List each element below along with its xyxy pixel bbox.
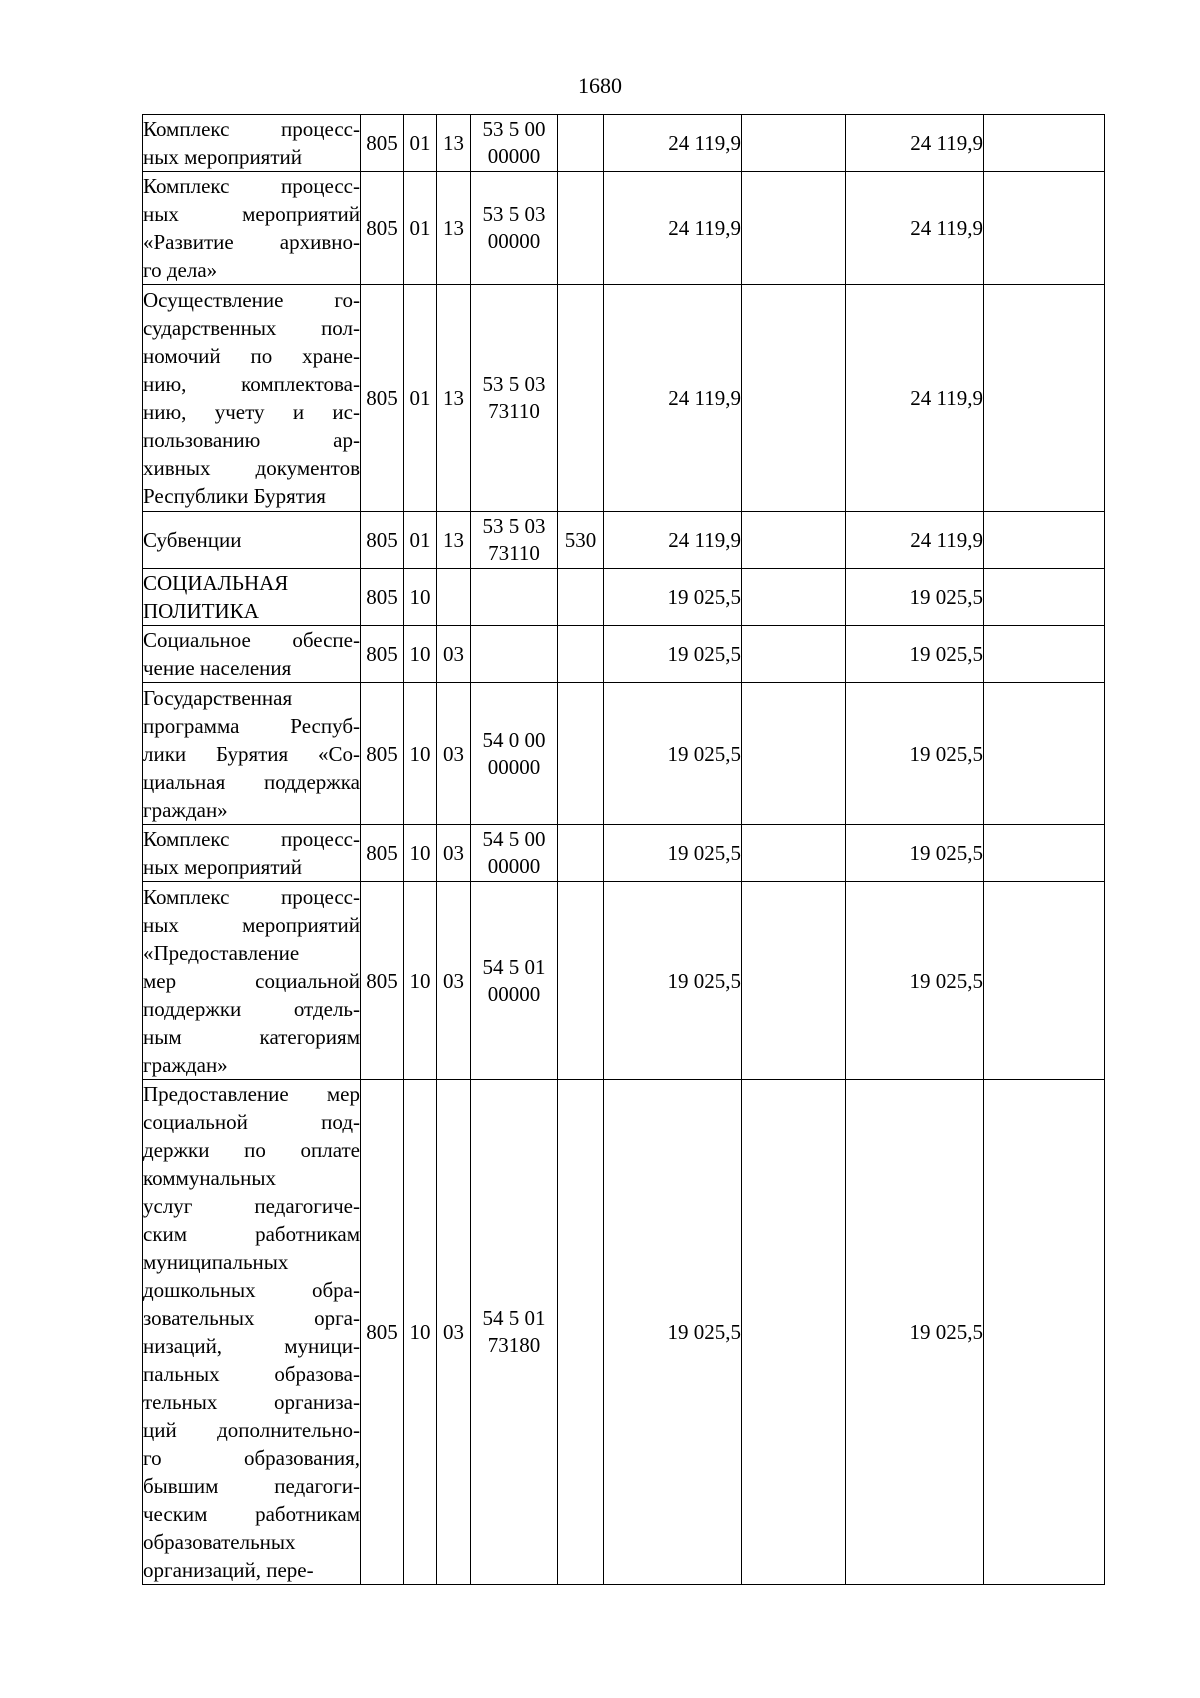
- target-article-code-part: 54 0 00: [482, 727, 546, 752]
- target-article-code-part: 00000: [487, 144, 541, 168]
- row-name-line: низаций, муници-: [143, 1334, 360, 1358]
- amount-2-extra: [984, 569, 1105, 626]
- row-name-line: го дела»: [143, 258, 218, 282]
- row-name-line: пальных образова-: [143, 1362, 360, 1386]
- section-code: 10: [404, 683, 437, 825]
- section-code: 01: [404, 172, 437, 285]
- target-article-code-part: 53 5 03: [482, 372, 546, 396]
- amount-2: 19 025,5: [846, 626, 984, 683]
- expense-type-code: 530: [558, 512, 604, 569]
- expense-type-code: [558, 172, 604, 285]
- section-code: 10: [404, 626, 437, 683]
- row-name: [143, 285, 361, 512]
- amount-1-extra: [742, 285, 846, 512]
- amount-2-extra: [984, 115, 1105, 172]
- section-code: 10: [404, 882, 437, 1080]
- amount-1-extra: [742, 172, 846, 285]
- amount-1: 19 025,5: [604, 882, 742, 1080]
- target-article-code-part: 53 5 03: [482, 514, 546, 538]
- row-name-line: ных мероприятий: [143, 855, 302, 879]
- subsection-code: 03: [437, 683, 471, 825]
- section-code: 01: [404, 115, 437, 172]
- table-row: [143, 285, 1105, 512]
- amount-1: 19 025,5: [604, 569, 742, 626]
- subsection-code: 03: [437, 825, 471, 882]
- subsection-code: 03: [437, 626, 471, 683]
- row-name-line: ским работникам: [143, 1222, 360, 1246]
- row-name-line: организаций, пере-: [143, 1558, 314, 1582]
- row-name-line: Комплекс процесс-: [143, 827, 360, 851]
- row-name-line: нию, комплектова-: [143, 372, 360, 396]
- row-name-line: Государственная: [143, 685, 293, 710]
- row-name-line: хивных документов: [143, 456, 360, 480]
- subsection-code: [437, 569, 471, 626]
- table-body: [143, 115, 1105, 1585]
- grbs-code: 805: [361, 569, 404, 626]
- table-row: [143, 1080, 1105, 1585]
- expense-type-code: [558, 1080, 604, 1585]
- row-name-line: Осуществление го-: [143, 288, 360, 312]
- target-article-code-part: 53 5 03: [482, 202, 546, 226]
- section-code: 10: [404, 569, 437, 626]
- target-article-code: [471, 285, 558, 512]
- amount-1-extra: [742, 1080, 846, 1585]
- amount-2: 24 119,9: [846, 172, 984, 285]
- target-article-code: [471, 115, 558, 172]
- row-name-line: пользованию ар-: [143, 428, 360, 452]
- amount-2: 19 025,5: [846, 1080, 984, 1585]
- row-name-line: чение населения: [143, 656, 292, 680]
- target-article-code: [471, 825, 558, 882]
- table-row: [143, 172, 1105, 285]
- amount-2: 24 119,9: [846, 512, 984, 569]
- table-row: [143, 626, 1105, 683]
- row-name-line: мер социальной: [143, 968, 360, 993]
- table-row: [143, 683, 1105, 825]
- amount-2-extra: [984, 1080, 1105, 1585]
- target-article-code-part: 00000: [487, 854, 541, 878]
- amount-1-extra: [742, 683, 846, 825]
- row-name-line: СОЦИАЛЬНАЯ: [143, 571, 289, 595]
- target-article-code-part: 00000: [487, 754, 541, 779]
- row-name-line: муниципальных: [143, 1250, 289, 1274]
- row-name-line: Комплекс процесс-: [143, 117, 360, 141]
- grbs-code: 805: [361, 512, 404, 569]
- row-name-line: образовательных: [143, 1530, 296, 1554]
- grbs-code: 805: [361, 172, 404, 285]
- target-article-code: [471, 172, 558, 285]
- amount-1: 19 025,5: [604, 683, 742, 825]
- row-name-line: бывшим педагоги-: [143, 1474, 360, 1498]
- row-name-line: номочий по хране-: [143, 344, 360, 368]
- target-article-code: [471, 512, 558, 569]
- row-name-line: зовательных орга-: [143, 1306, 360, 1330]
- target-article-code-part: 73180: [487, 1333, 541, 1357]
- target-article-code: [471, 626, 558, 683]
- amount-1-extra: [742, 825, 846, 882]
- amount-2-extra: [984, 626, 1105, 683]
- row-name: [143, 1080, 361, 1585]
- amount-1-extra: [742, 882, 846, 1080]
- grbs-code: 805: [361, 882, 404, 1080]
- table-row: [143, 115, 1105, 172]
- row-name-line: Республики Бурятия: [143, 484, 326, 508]
- amount-2: 19 025,5: [846, 683, 984, 825]
- row-name-line: держки по оплате: [143, 1138, 360, 1162]
- amount-1: 24 119,9: [604, 115, 742, 172]
- section-code: 10: [404, 825, 437, 882]
- amount-2-extra: [984, 683, 1105, 825]
- table-row: [143, 882, 1105, 1080]
- row-name-line: «Развитие архивно-: [143, 230, 360, 254]
- target-article-code-part: 53 5 00: [482, 117, 546, 141]
- subsection-code: 03: [437, 882, 471, 1080]
- subsection-code: 13: [437, 115, 471, 172]
- expense-type-code: [558, 115, 604, 172]
- target-article-code-part: 54 5 00: [482, 827, 546, 851]
- row-name-line: услуг педагогиче-: [143, 1194, 360, 1218]
- row-name: [143, 882, 361, 1080]
- amount-1-extra: [742, 626, 846, 683]
- amount-1: 19 025,5: [604, 1080, 742, 1585]
- row-name-line: ПОЛИТИКА: [143, 599, 259, 623]
- amount-2: 24 119,9: [846, 285, 984, 512]
- page-number: 1680: [578, 73, 622, 98]
- row-name-line: ций дополнительно-: [143, 1418, 360, 1442]
- target-article-code-part: 54 5 01: [482, 1306, 546, 1330]
- expense-type-code: [558, 569, 604, 626]
- expense-type-code: [558, 882, 604, 1080]
- grbs-code: 805: [361, 1080, 404, 1585]
- row-name: [143, 683, 361, 825]
- amount-2: 19 025,5: [846, 569, 984, 626]
- amount-1-extra: [742, 569, 846, 626]
- table-row: [143, 825, 1105, 882]
- amount-1: 19 025,5: [604, 626, 742, 683]
- row-name-line: циальная поддержка: [143, 769, 360, 794]
- row-name-line: ным категориям: [143, 1024, 360, 1049]
- target-article-code: [471, 683, 558, 825]
- row-name: [143, 512, 361, 569]
- table-row: [143, 512, 1105, 569]
- row-name: [143, 626, 361, 683]
- target-article-code-part: 73110: [488, 541, 540, 565]
- row-name-line: ных мероприятий: [143, 145, 302, 169]
- section-code: 01: [404, 512, 437, 569]
- row-name: [143, 172, 361, 285]
- grbs-code: 805: [361, 115, 404, 172]
- target-article-code: [471, 1080, 558, 1585]
- subsection-code: 03: [437, 1080, 471, 1585]
- row-name-line: поддержки отдель-: [143, 996, 360, 1021]
- row-name: [143, 825, 361, 882]
- row-name-line: граждан»: [143, 797, 228, 822]
- subsection-code: 13: [437, 285, 471, 512]
- target-article-code-part: 00000: [487, 229, 541, 253]
- row-name-line: Комплекс процесс-: [143, 884, 360, 909]
- target-article-code-part: 00000: [487, 981, 541, 1006]
- amount-2-extra: [984, 285, 1105, 512]
- amount-2-extra: [984, 172, 1105, 285]
- grbs-code: 805: [361, 683, 404, 825]
- row-name-line: Субвенции: [143, 528, 242, 552]
- row-name-line: Социальное обеспе-: [143, 628, 360, 652]
- amount-1: 24 119,9: [604, 172, 742, 285]
- row-name-line: социальной под-: [143, 1110, 360, 1134]
- expense-type-code: [558, 626, 604, 683]
- row-name-line: ных мероприятий: [143, 912, 360, 937]
- row-name-line: нию, учету и ис-: [143, 400, 360, 424]
- amount-2-extra: [984, 882, 1105, 1080]
- grbs-code: 805: [361, 825, 404, 882]
- target-article-code: [471, 569, 558, 626]
- section-code: 10: [404, 1080, 437, 1585]
- amount-2: 24 119,9: [846, 115, 984, 172]
- row-name-line: дошкольных обра-: [143, 1278, 360, 1302]
- section-code: 01: [404, 285, 437, 512]
- amount-1: 19 025,5: [604, 825, 742, 882]
- row-name-line: лики Бурятия «Со-: [143, 741, 360, 766]
- subsection-code: 13: [437, 512, 471, 569]
- row-name-line: сударственных пол-: [143, 316, 360, 340]
- expense-type-code: [558, 825, 604, 882]
- row-name-line: тельных организа-: [143, 1390, 360, 1414]
- target-article-code-part: 54 5 01: [482, 954, 546, 979]
- expense-type-code: [558, 285, 604, 512]
- amount-2-extra: [984, 512, 1105, 569]
- row-name-line: ных мероприятий: [143, 202, 360, 226]
- row-name-line: го образования,: [143, 1446, 360, 1470]
- target-article-code: [471, 882, 558, 1080]
- row-name-line: Комплекс процесс-: [143, 174, 360, 198]
- grbs-code: 805: [361, 626, 404, 683]
- amount-1: 24 119,9: [604, 512, 742, 569]
- amount-1: 24 119,9: [604, 285, 742, 512]
- amount-1-extra: [742, 115, 846, 172]
- amount-2: 19 025,5: [846, 825, 984, 882]
- row-name-line: граждан»: [143, 1052, 228, 1077]
- amount-1-extra: [742, 512, 846, 569]
- amount-2-extra: [984, 825, 1105, 882]
- row-name-line: «Предоставление: [143, 940, 300, 965]
- table-row: [143, 569, 1105, 626]
- target-article-code-part: 73110: [488, 399, 540, 423]
- row-name-line: коммунальных: [143, 1166, 276, 1190]
- subsection-code: 13: [437, 172, 471, 285]
- grbs-code: 805: [361, 285, 404, 512]
- row-name: [143, 569, 361, 626]
- row-name: [143, 115, 361, 172]
- row-name-line: программа Респуб-: [143, 713, 360, 738]
- amount-2: 19 025,5: [846, 882, 984, 1080]
- budget-table: [142, 114, 1105, 1585]
- expense-type-code: [558, 683, 604, 825]
- row-name-line: Предоставление мер: [143, 1082, 360, 1106]
- row-name-line: ческим работникам: [143, 1502, 360, 1526]
